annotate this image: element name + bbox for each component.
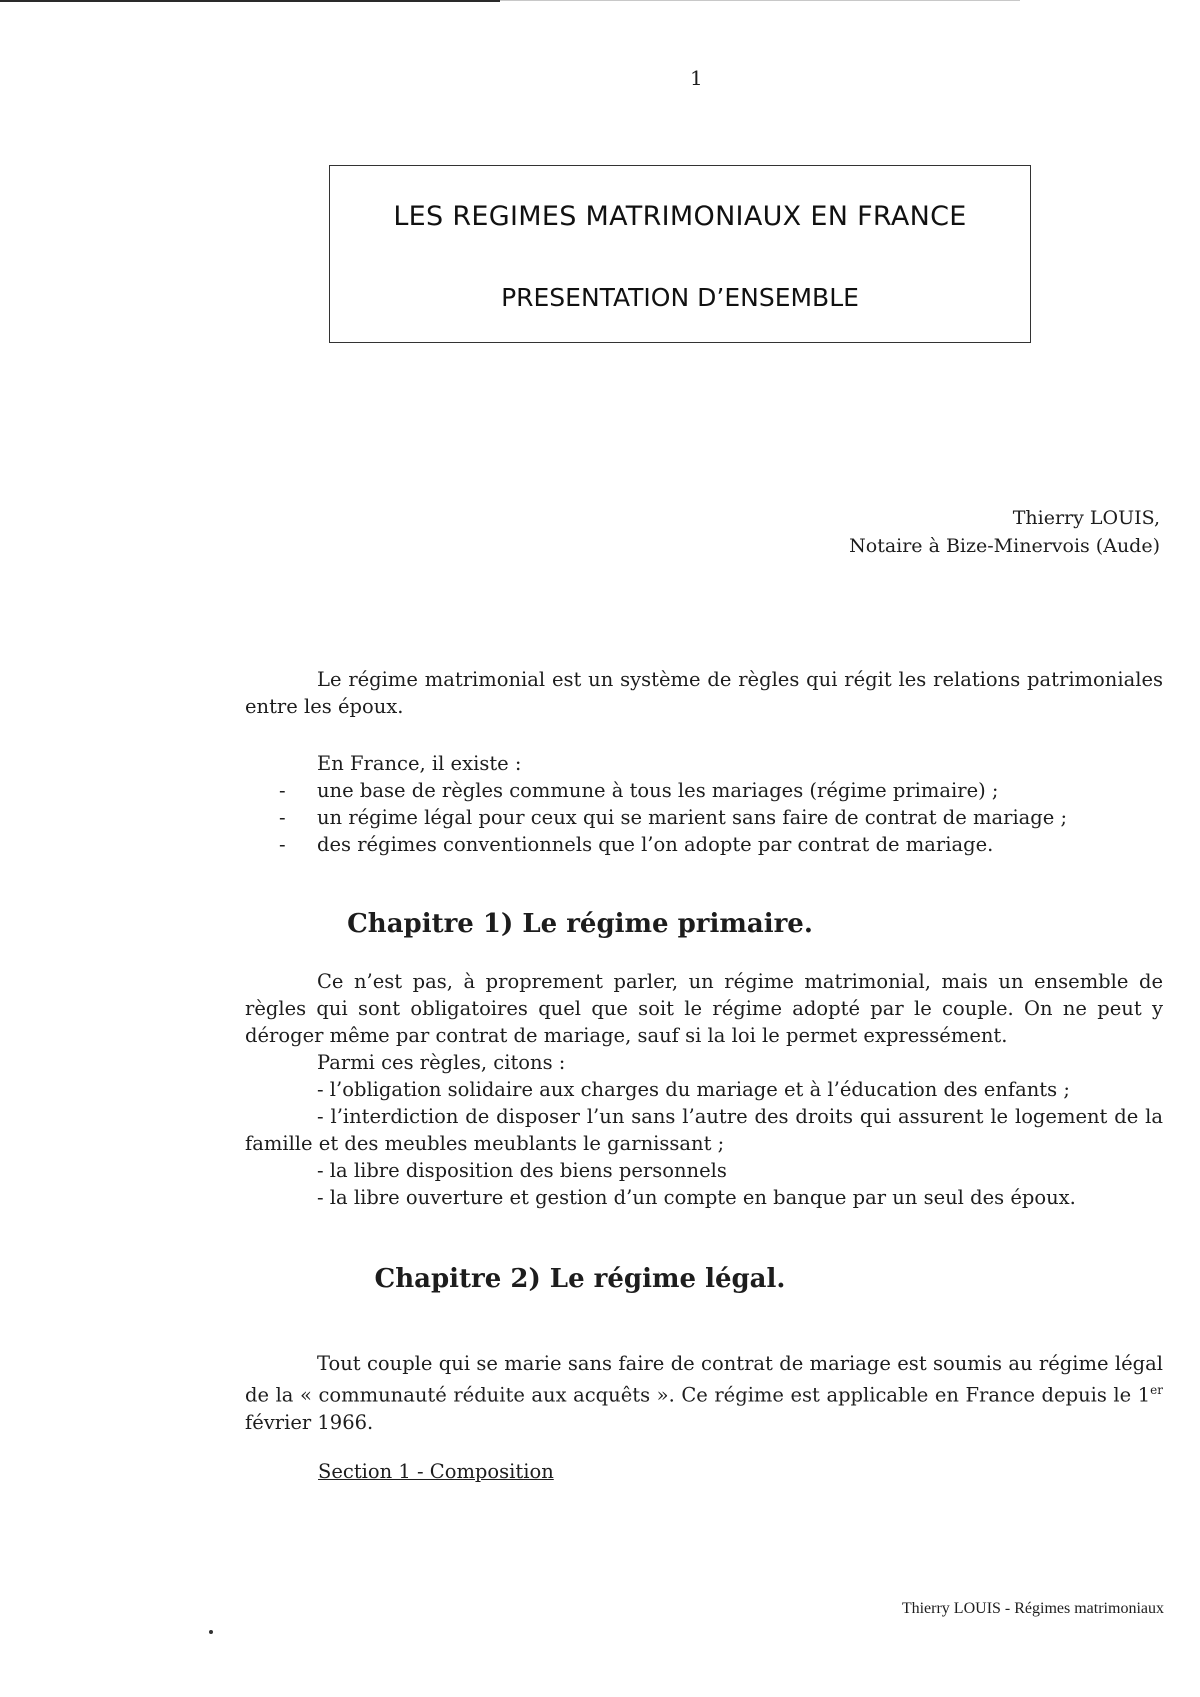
document-title: LES REGIMES MATRIMONIAUX EN FRANCE [393, 201, 967, 232]
title-box [329, 165, 1031, 343]
intro-list-intro: En France, il existe : [317, 752, 522, 775]
chapter1-heading: Chapitre 1) Le régime primaire. [347, 909, 813, 939]
page-footer: Thierry LOUIS - Régimes matrimoniaux [901, 1600, 1164, 1617]
author-block [849, 504, 1160, 560]
list-item: - l’obligation solidaire aux charges du mariage et à l’éducation des enfants ; [317, 1078, 1070, 1101]
chapter1-paragraph: Ce n’est pas, à proprement parler, un régime matrimonial, mais un ensemble de règles qui sont obligatoires quel que soit le régime adopté par le couple. On ne peut y déroger même par contrat de mariage, sauf si la loi le permet expressément. [245, 970, 1163, 1047]
scan-speck [209, 1630, 213, 1634]
list-item: - la libre ouverture et gestion d’un compte en banque par un seul des époux. [317, 1186, 1076, 1209]
document-subtitle: PRESENTATION D’ENSEMBLE [501, 283, 859, 312]
list-item: - des régimes conventionnels que l’on adopte par contrat de mariage. [279, 833, 994, 856]
page-number: 1 [690, 66, 703, 90]
scan-top-rule [0, 0, 500, 2]
section-heading: Section 1 - Composition [318, 1460, 554, 1483]
list-item: - l’interdiction de disposer l’un sans l’autre des droits qui assurent le logement de la famille et des meubles meublants le garnissant ; [245, 1105, 1163, 1155]
intro-definition: Le régime matrimonial est un système de règles qui régit les relations patrimoniales entre les époux. [245, 668, 1163, 718]
list-item: - un régime légal pour ceux qui se marient sans faire de contrat de mariage ; [279, 806, 1068, 829]
author-position: Notaire à Bize-Minervois (Aude) [849, 535, 1160, 557]
scan-top-rule-faint [500, 0, 1020, 1]
chapter2-heading: Chapitre 2) Le régime légal. [374, 1264, 786, 1294]
intro-list [245, 777, 1067, 858]
list-item: - une base de règles commune à tous les mariages (régime primaire) ; [279, 779, 999, 802]
list-item: - la libre disposition des biens personnels [317, 1159, 727, 1182]
chapter1-list-intro: Parmi ces règles, citons : [317, 1051, 566, 1074]
author-name: Thierry LOUIS, [1012, 507, 1160, 529]
chapter2-paragraph: Tout couple qui se marie sans faire de contrat de mariage est soumis au régime légal de la « communauté réduite aux acquêts ». Ce régime est applicable en France depuis le 1er février 1966. [245, 1352, 1163, 1434]
